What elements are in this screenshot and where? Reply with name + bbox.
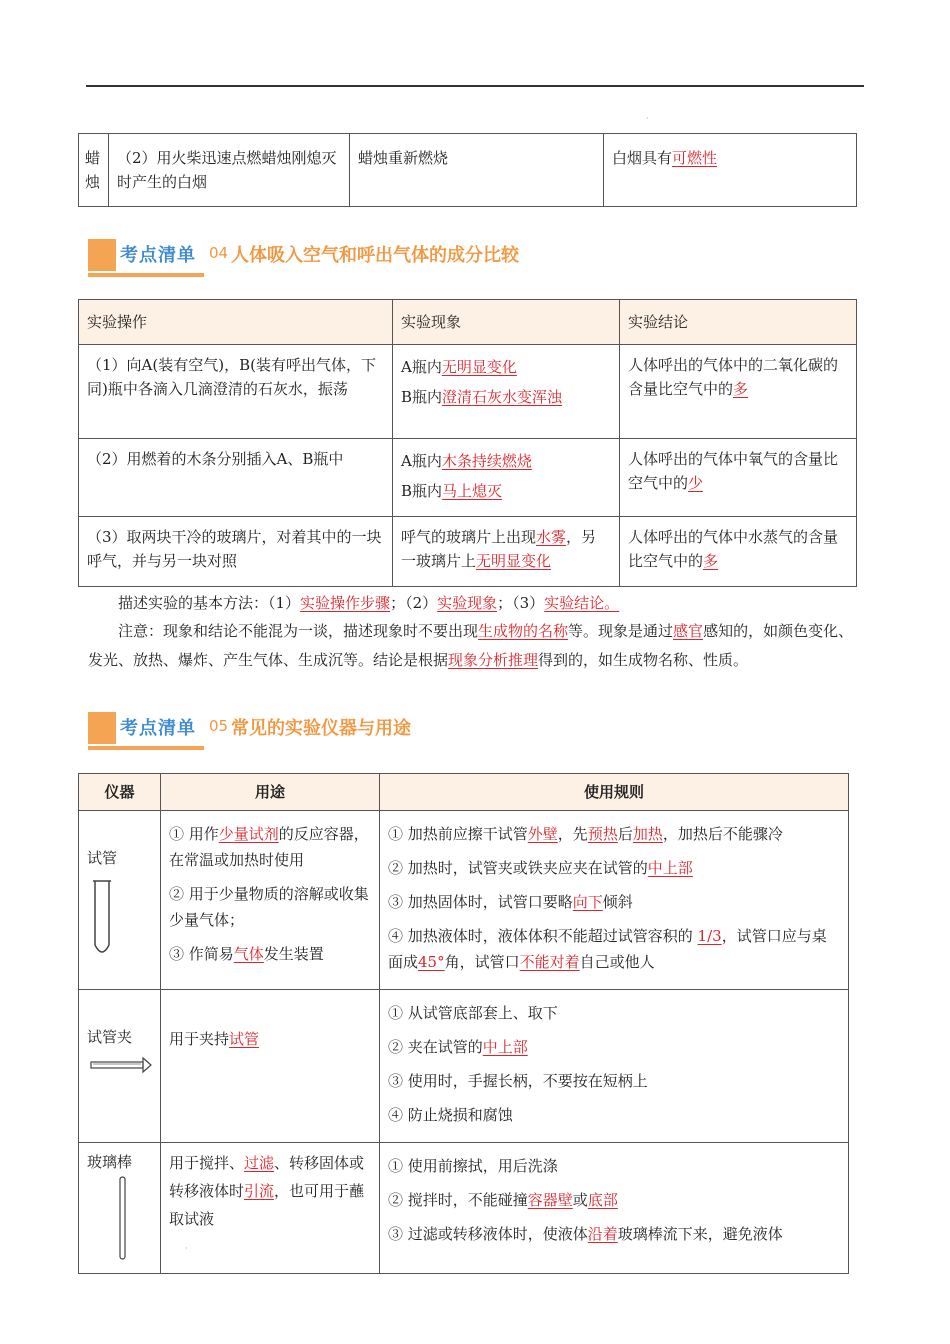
- operation-text: （2）用火柴迅速点燃蜡烛刚熄灭时产生的白烟: [117, 149, 337, 191]
- answer-text: 沿着: [587, 1225, 618, 1243]
- phenomenon-cell: [393, 345, 620, 439]
- answer-text: 向下: [572, 893, 603, 911]
- body-text: 后: [617, 825, 633, 843]
- body-text: ；（3）: [497, 594, 545, 612]
- table-row: [79, 811, 849, 990]
- answer-text: 少: [688, 474, 704, 492]
- phenomenon-text: A瓶内: [401, 452, 442, 470]
- usage-cell: [161, 990, 380, 1143]
- instrument-name: 试管: [87, 849, 118, 867]
- comparison-table: [78, 299, 857, 587]
- body-text: 自己或他人: [579, 953, 655, 971]
- column-header: 使用规则: [380, 774, 849, 811]
- phenomenon-text: 蜡烛重新燃烧: [358, 149, 449, 167]
- body-text: ，也可用于蘸取试液: [169, 1182, 365, 1228]
- heading-label: 考点清单: [120, 245, 196, 266]
- operation-text: （1）向A(装有空气)，B(装有呼出气体，下同)瓶中各滴入几滴澄清的石灰水，振荡: [87, 356, 376, 398]
- answer-text: 试管: [229, 1030, 260, 1048]
- body-text: 、转移固体或转移液体时: [169, 1154, 365, 1200]
- body-text: ；（2）: [390, 594, 438, 612]
- body-text: ② 搅拌时，不能碰撞: [388, 1191, 528, 1209]
- answer-text: 中上部: [482, 1038, 528, 1056]
- instrument-table: [78, 773, 849, 1274]
- candle-cell: [79, 134, 109, 207]
- body-text: 得到的，如生成物名称、性质。: [538, 651, 749, 669]
- conclusion-text: 人体呼出的气体中氧气的含量比空气中的: [628, 450, 839, 492]
- body-text: ，试管口应与桌面成: [388, 927, 827, 971]
- operation-text: （3）取两块干冷的玻璃片，对着其中的一块呼气，并与另一块对照: [87, 528, 382, 570]
- body-text: 用于搅拌、: [169, 1154, 245, 1172]
- table-header-row: [79, 774, 849, 811]
- phenomenon-cell: [393, 439, 620, 517]
- conclusion-text: 人体呼出的气体中水蒸气的含量比空气中的: [628, 528, 839, 570]
- answer-text: 实验结论。: [544, 594, 620, 612]
- phenomenon-text: 呼气的玻璃片上出现: [401, 528, 537, 546]
- answer-text: 45°: [418, 953, 445, 971]
- heading-underline: [88, 746, 204, 750]
- answer-text: 马上熄灭: [442, 482, 503, 500]
- body-text: ④ 加热液体时，液体体积不能超过试管容积的: [388, 927, 698, 945]
- body-text: 角，试管口: [444, 953, 520, 971]
- operation-text: （2）用燃着的木条分别插入A、B瓶中: [87, 450, 344, 468]
- conclusion-cell: [620, 345, 857, 439]
- conclusion-text: 人体呼出的气体中的二氧化碳的含量比空气中的: [628, 356, 839, 398]
- section-heading-05: [88, 712, 688, 756]
- answer-text: 容器壁: [527, 1191, 573, 1209]
- body-text: ，加热后不能骤冷: [662, 825, 783, 843]
- body-text: ③ 使用时，手握长柄，不要按在短柄上: [388, 1072, 648, 1090]
- body-text: 倾斜: [602, 893, 633, 911]
- body-text: 发生装置: [263, 945, 324, 963]
- phenomenon-text: ，另一玻璃片上: [401, 528, 597, 570]
- conclusion-cell: [604, 134, 857, 207]
- body-text: ③ 作简易: [169, 945, 234, 963]
- answer-text: 加热: [632, 825, 663, 843]
- body-text: ① 从试管底部套上、取下: [388, 1004, 558, 1022]
- answer-text: 不能对着: [519, 953, 580, 971]
- test-tube-holder-icon: [89, 1054, 155, 1076]
- heading-number: 04: [209, 244, 229, 262]
- instrument-cell: [79, 990, 161, 1143]
- body-text: ④ 防止烧损和腐蚀: [388, 1106, 513, 1124]
- usage-cell: [161, 811, 380, 990]
- candle-label: 蜡烛: [85, 149, 101, 191]
- body-text: 描述实验的基本方法：（1）: [118, 594, 301, 612]
- answer-text: 中上部: [647, 859, 693, 877]
- phenomenon-text: B瓶内: [401, 482, 443, 500]
- method-paragraph: [88, 589, 868, 618]
- answer-text: 少量试剂: [218, 825, 279, 843]
- test-tube-icon: [91, 879, 113, 961]
- body-text: ① 使用前擦拭，用后洗涤: [388, 1157, 558, 1175]
- answer-text: 引流: [244, 1182, 275, 1200]
- instrument-cell: [79, 811, 161, 990]
- answer-text: 底部: [587, 1191, 618, 1209]
- glass-rod-icon: [117, 1175, 129, 1261]
- heading-title: 常见的实验仪器与用途: [231, 718, 411, 739]
- rules-cell: [380, 990, 849, 1143]
- body-text: ③ 过滤或转移液体时，使液体: [388, 1225, 588, 1243]
- phenomenon-cell: [350, 134, 604, 207]
- heading-number: 05: [209, 717, 229, 735]
- phenomenon-cell: [393, 517, 620, 587]
- body-text: 感知的，如颜色变化、发光、放热、爆炸、产生气体、生成沉等。结论是根据: [88, 622, 854, 669]
- operation-cell: [79, 345, 393, 439]
- answer-text: 现象分析推理: [448, 651, 539, 669]
- answer-text: 水雾: [536, 528, 567, 546]
- body-text: ② 用于少量物质的溶解或收集少量气体；: [169, 885, 369, 929]
- heading-bar: [88, 712, 116, 744]
- answer-text: 外壁: [527, 825, 558, 843]
- conclusion-text: 白烟具有: [612, 149, 673, 167]
- answer-text: 生成物的名称: [478, 622, 569, 640]
- note-paragraph: [88, 617, 868, 675]
- table-row: [79, 990, 849, 1143]
- answer-text: 无明显变化: [476, 552, 552, 570]
- heading-underline: [88, 273, 204, 277]
- table-header-row: [79, 300, 857, 345]
- answer-text: 实验现象: [437, 594, 498, 612]
- table-row: [79, 134, 857, 207]
- answer-text: 预热: [587, 825, 618, 843]
- header-rule: [86, 85, 864, 87]
- column-header: 用途: [161, 774, 380, 811]
- conclusion-cell: [620, 517, 857, 587]
- instrument-cell: [79, 1143, 161, 1274]
- body-text: 等。现象是通过: [568, 622, 674, 640]
- answer-text: 木条持续燃烧: [441, 452, 532, 470]
- table-row: [79, 517, 857, 587]
- answer-text: 感官: [673, 622, 704, 640]
- body-text: ① 加热前应擦干试管: [388, 825, 528, 843]
- operation-cell: [109, 134, 350, 207]
- body-text: 用于夹持: [169, 1030, 230, 1048]
- heading-bar: [88, 239, 116, 271]
- instrument-name: 玻璃棒: [87, 1153, 133, 1171]
- phenomenon-text: A瓶内: [401, 358, 442, 376]
- answer-text: 多: [733, 380, 749, 398]
- body-text: ，先: [557, 825, 588, 843]
- answer-text: 澄清石灰水变浑浊: [442, 388, 563, 406]
- dot-mark: ·: [185, 1244, 188, 1253]
- answer-text: 过滤: [244, 1154, 275, 1172]
- body-text: ① 用作: [169, 825, 219, 843]
- body-text: ③ 加热固体时，试管口要略: [388, 893, 573, 911]
- answer-text: 可燃性: [672, 149, 718, 167]
- body-text: 注意：现象和结论不能混为一谈，描述现象时不要出现: [118, 622, 479, 640]
- instrument-name: 试管夹: [87, 1028, 133, 1046]
- answer-text: 多: [703, 552, 719, 570]
- body-text: ② 加热时，试管夹或铁夹应夹在试管的: [388, 859, 648, 877]
- rules-cell: [380, 1143, 849, 1274]
- rules-cell: [380, 811, 849, 990]
- table-row: [79, 345, 857, 439]
- body-text: ② 夹在试管的: [388, 1038, 483, 1056]
- table-row: [79, 1143, 849, 1274]
- answer-text: 无明显变化: [441, 358, 517, 376]
- column-header: 实验操作: [79, 300, 393, 345]
- conclusion-cell: [620, 439, 857, 517]
- usage-cell: [161, 1143, 380, 1274]
- column-header: 实验现象: [393, 300, 620, 345]
- column-header: 实验结论: [620, 300, 857, 345]
- table-row: [79, 439, 857, 517]
- phenomenon-text: B瓶内: [401, 388, 443, 406]
- answer-text: 实验操作步骤: [300, 594, 391, 612]
- section-heading-04: [88, 239, 688, 283]
- body-text: 或: [572, 1191, 588, 1209]
- body-text: 的反应容器，在常温或加热时使用: [169, 825, 369, 869]
- candle-table: [78, 133, 857, 207]
- answer-text: 1/3: [697, 927, 722, 945]
- dot-mark: ·: [646, 114, 649, 123]
- operation-cell: [79, 517, 393, 587]
- column-header: 仪器: [79, 774, 161, 811]
- operation-cell: [79, 439, 393, 517]
- body-text: 玻璃棒流下来，避免液体: [617, 1225, 783, 1243]
- heading-title: 人体吸入空气和呼出气体的成分比较: [231, 245, 519, 266]
- answer-text: 气体: [233, 945, 264, 963]
- heading-label: 考点清单: [120, 718, 196, 739]
